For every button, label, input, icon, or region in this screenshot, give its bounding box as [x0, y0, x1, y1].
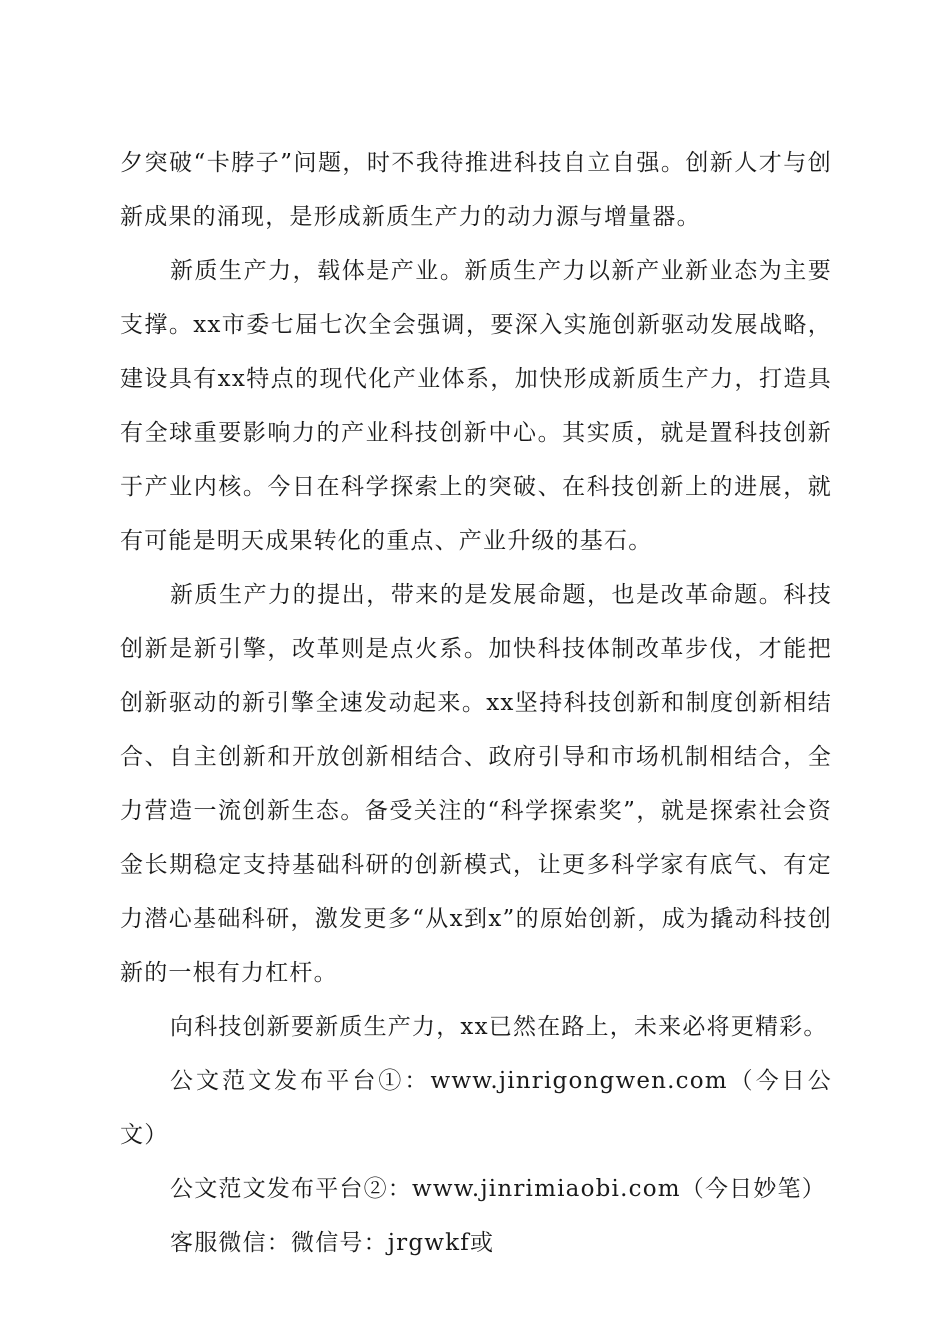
- platform-link-2: 公文范文发布平台②：www.jinrimiaobi.com（今日妙笔）: [170, 1176, 826, 1202]
- paragraph-2: 新质生产力，载体是产业。新质生产力以新产业新业态为主要支撑。xx市委七届七次全会强调，要深入实施创新驱动发展战略，建设具有xx特点的现代化产业体系，加快形成新质生产力，打造具有全球重要影响力的产业科技创新中心。其实质，就是置科技创新于产业内核。今日在科学探索上的突破、在科技创新上的进展，就有可能是明天成果转化的重点、产业升级的基石。: [120, 258, 832, 554]
- platform-link-1: 公文范文发布平台①：www.jinrigongwen.com（今日公文）: [120, 1068, 832, 1148]
- customer-service-wechat: 客服微信：微信号：jrgwkf或: [170, 1230, 495, 1256]
- document-body: [120, 136, 832, 1270]
- paragraph-4: 向科技创新要新质生产力，xx已然在路上，未来必将更精彩。: [170, 1014, 828, 1040]
- paragraph-1: 夕突破“卡脖子”问题，时不我待推进科技自立自强。创新人才与创新成果的涌现，是形成新质生产力的动力源与增量器。: [120, 150, 832, 230]
- paragraph-3: 新质生产力的提出，带来的是发展命题，也是改革命题。科技创新是新引擎，改革则是点火系。加快科技体制改革步伐，才能把创新驱动的新引擎全速发动起来。xx坚持科技创新和制度创新相结合、自主创新和开放创新相结合、政府引导和市场机制相结合，全力营造一流创新生态。备受关注的“科学探索奖”，就是探索社会资金长期稳定支持基础科研的创新模式，让更多科学家有底气、有定力潜心基础科研，激发更多“从x到x”的原始创新，成为撬动科技创新的一根有力杠杆。: [120, 582, 832, 986]
